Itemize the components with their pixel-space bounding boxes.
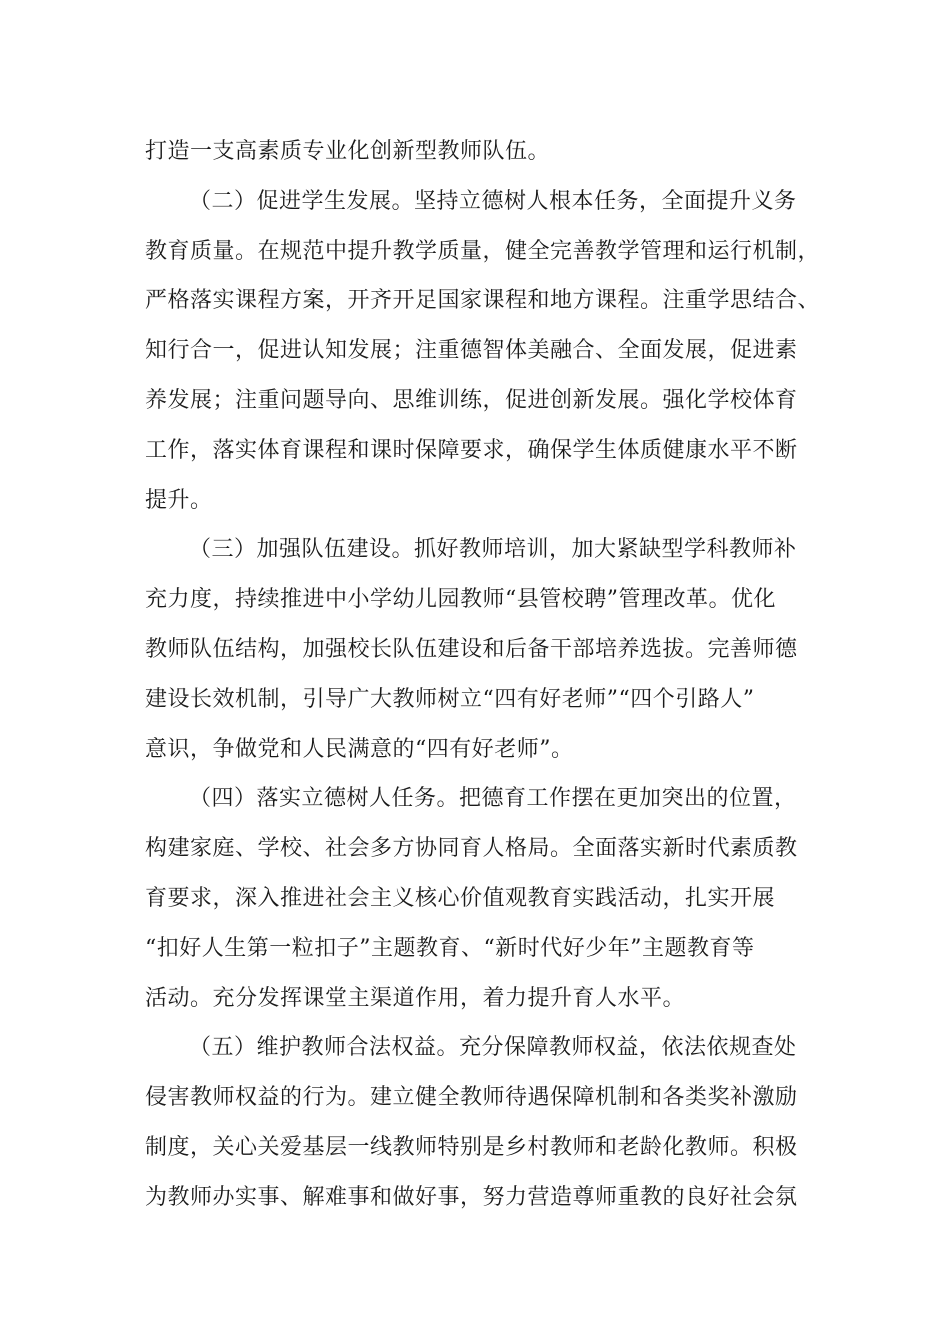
paragraph-moral-education <box>145 774 821 1023</box>
paragraph-teacher-rights <box>145 1023 821 1222</box>
paragraph-continuation <box>145 127 821 177</box>
text-line: （五）维护教师合法权益。充分保障教师权益，依法依规查处 <box>189 1035 797 1061</box>
text-line: 构建家庭、学校、社会多方协同育人格局。全面落实新时代素质教 <box>145 836 798 862</box>
text-line: 育要求，深入推进社会主义核心价值观教育实践活动，扎实开展 <box>145 885 776 911</box>
paragraph-team-building <box>145 525 821 774</box>
text-line: （二）促进学生发展。坚持立德树人根本任务，全面提升义务 <box>189 188 797 214</box>
text-line: 打造一支高素质专业化创新型教师队伍。 <box>145 139 551 164</box>
document-body <box>145 127 821 1223</box>
text-line: 活动。充分发挥课堂主渠道作用，着力提升育人水平。 <box>145 985 686 1011</box>
text-line: “扣好人生第一粒扣子”主题教育、“新时代好少年”主题教育等 <box>145 935 755 961</box>
text-line: 充力度，持续推进中小学幼儿园教师“县管校聘”管理改革。优化 <box>145 587 776 613</box>
text-line: 严格落实课程方案，开齐开足国家课程和地方课程。注重学思结合、 <box>145 288 821 314</box>
text-line: 侵害教师权益的行为。建立健全教师待遇保障机制和各类奖补激励 <box>145 1085 798 1111</box>
text-line: 为教师办实事、解难事和做好事，努力营造尊师重教的良好社会氛 <box>145 1184 798 1210</box>
text-line: 教师队伍结构，加强校长队伍建设和后备干部培养选拔。完善师德 <box>145 636 798 662</box>
text-line: 知行合一，促进认知发展；注重德智体美融合、全面发展，促进素 <box>145 338 798 364</box>
text-line: 意识，争做党和人民满意的“四有好老师”。 <box>145 736 574 762</box>
text-line: 建设长效机制，引导广大教师树立“四有好老师”“四个引路人” <box>145 686 755 712</box>
paragraph-student-development <box>145 177 821 526</box>
text-line: 教育质量。在规范中提升教学质量，健全完善教学管理和运行机制， <box>145 238 821 264</box>
text-line: 工作，落实体育课程和课时保障要求，确保学生体质健康水平不断 <box>145 437 798 463</box>
text-line: （四）落实立德树人任务。把德育工作摆在更加突出的位置， <box>189 786 797 812</box>
text-line: 养发展；注重问题导向、思维训练，促进创新发展。强化学校体育 <box>145 387 798 413</box>
text-line: （三）加强队伍建设。抓好教师培训，加大紧缺型学科教师补 <box>189 537 797 563</box>
text-line: 制度，关心关爱基层一线教师特别是乡村教师和老龄化教师。积极 <box>145 1134 798 1160</box>
text-line: 提升。 <box>145 487 213 513</box>
